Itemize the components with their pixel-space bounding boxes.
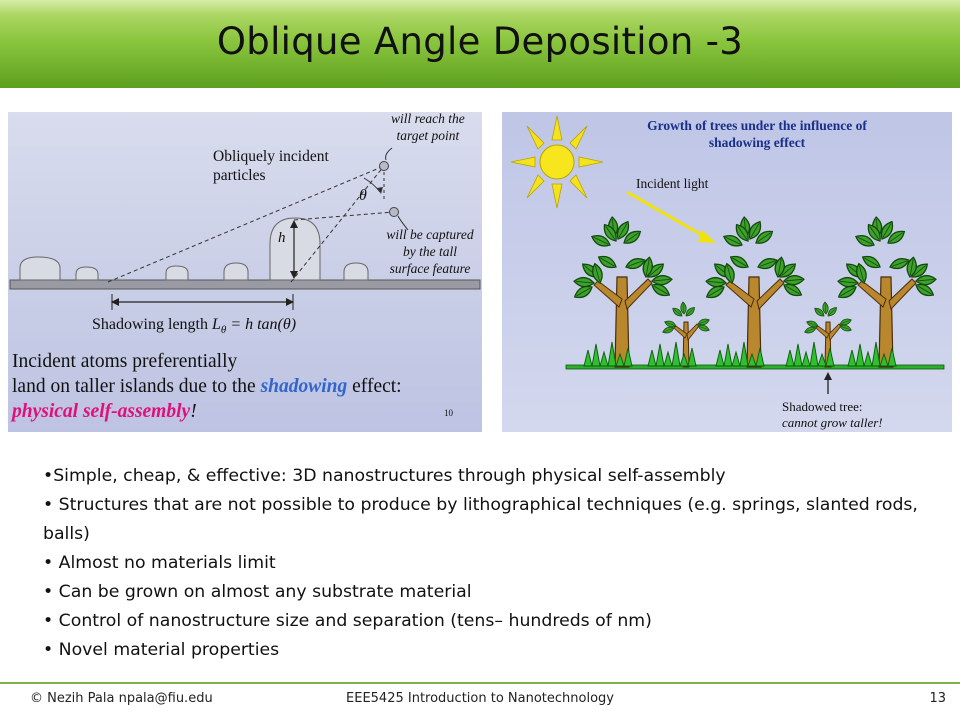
oblique-deposition-figure	[8, 112, 482, 432]
label-shadowing-length: Shadowing length $L_\theta = h$ tan(θ)	[92, 316, 297, 337]
bullet-item: • Can be grown on almost any substrate material	[43, 582, 472, 602]
footer-author: © Nezih Pala npala@fiu.edu	[30, 691, 213, 706]
island	[166, 266, 188, 280]
label-h: h	[278, 230, 286, 246]
tree-diagram	[502, 112, 952, 432]
bullet-item: • Structures that are not possible to produce by lithographical techniques (e.g. springs, slanted rods, balls)	[43, 495, 918, 544]
slide-title: Oblique Angle Deposition -3	[216, 20, 744, 63]
label-will-be-captured: will be captured by the tall surface feature	[386, 227, 474, 276]
island	[20, 257, 60, 280]
island	[224, 263, 248, 280]
title-bar-shine	[0, 0, 960, 14]
bullet-list	[43, 462, 923, 665]
bullet-item: •Simple, cheap, & effective: 3D nanostructures through physical self-assembly	[43, 466, 726, 486]
footer	[0, 691, 960, 713]
figure-caption: Incident atoms preferentially land on taller islands due to the shadowing effect: physical self-assembly!	[12, 351, 402, 422]
footer-course: EEE5425 Introduction to Nanotechnology	[346, 691, 614, 706]
label-shadowed-tree: Shadowed tree: cannot grow taller!	[782, 399, 883, 430]
tall-tree	[836, 217, 936, 367]
island	[76, 267, 98, 280]
bullet-item: • Almost no materials limit	[43, 553, 276, 573]
label-incident-particles: Obliquely incident particles	[213, 148, 329, 184]
particle-reach	[380, 162, 389, 171]
title-bar	[0, 0, 960, 88]
tree-figure-title: Growth of trees under the influence of shadowing effect	[647, 118, 867, 150]
substrate	[10, 280, 480, 289]
tall-tree	[572, 217, 672, 367]
label-incident-light: Incident light	[636, 176, 709, 191]
bullet-item: • Novel material properties	[43, 640, 280, 660]
label-theta: θ	[359, 187, 367, 204]
tall-tree	[704, 217, 804, 367]
sun-icon	[511, 116, 603, 208]
slide-number: 13	[929, 691, 946, 706]
particle-captured	[390, 208, 399, 217]
tree-shadowing-figure	[502, 112, 952, 432]
figure-page-number: 10	[444, 408, 453, 418]
island	[344, 263, 368, 280]
footer-divider	[0, 682, 960, 684]
ray-captured	[294, 212, 394, 220]
label-will-reach: will reach the target point	[391, 112, 465, 143]
bullet-item: • Control of nanostructure size and separation (tens– hundreds of nm)	[43, 611, 652, 631]
